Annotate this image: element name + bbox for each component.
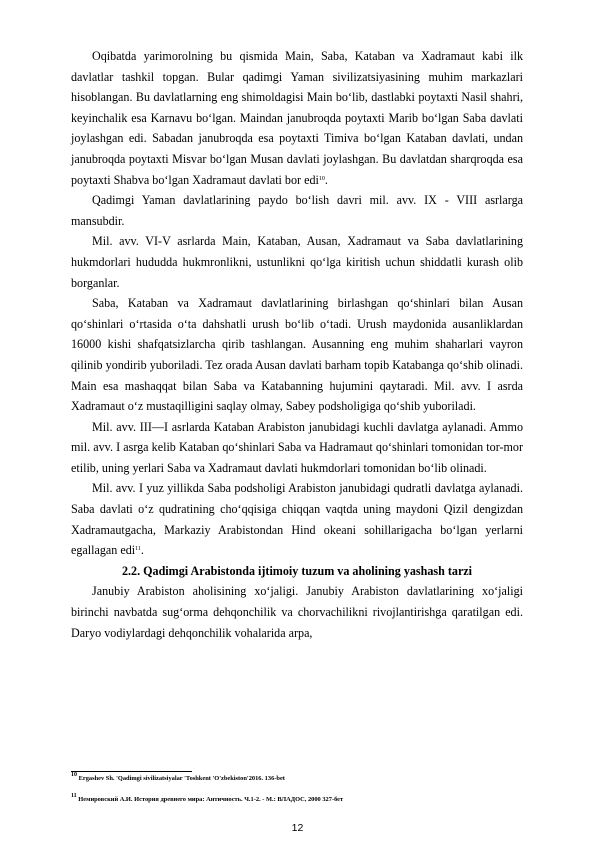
footnote-ref-10[interactable]: 10 — [318, 175, 325, 182]
paragraph-1-text: Oqibatda yarimorolning bu qismida Main, Saba, Kataban va Xadramaut kabi ilk davlatlar tashkil topgan. Bular qadimgi Yaman sivilizatsiyasining muhim markazlari hisoblangan. Bu davlatlarning eng shimoldagisi Main bo‘lib, dastlabki poytaxti Nasil shahri, keyinchalik esa Karnavu bo‘lgan. Maindan janubroqda poytaxti Marib bo‘lgan Saba davlati joylashgan edi. Sabadan janubroqda esa poytaxti Timiva bo‘lgan Kataban davlati, undan janubroqda poytaxti Misvar bo‘lgan Musan davlati joylashgan. Bu davlatdan sharqroqda esa poytaxti Shabva bo‘lgan Xadramaut davlati bor edi — [71, 49, 523, 187]
paragraph-1 — [71, 46, 523, 190]
footnote-11 — [71, 793, 523, 804]
paragraph-6 — [71, 478, 523, 560]
page-number: 12 — [291, 822, 304, 834]
paragraph-6-text: Mil. avv. I yuz yillikda Saba podsholigi Arabiston janubidagi qudratli davlatga aylanadi. Saba davlati o‘z qudratining cho‘qqisiga chiqqan vaqtda uning maydoni Qizil dengizdan Xadramautgacha, Markaziy Arabistondan Hind okeani sohillarigacha bo‘lgan yerlarni egallagan edi — [71, 481, 523, 558]
paragraph-3: Mil. avv. VI-V asrlarda Main, Kataban, Ausan, Xadramaut va Saba davlatlarining hukmdorlari hududda hukmronlikni, ustunlikni qo‘lga kiritish uchun shiddatli kurash olib borganlar. — [71, 234, 523, 290]
paragraph-6-end: . — [140, 543, 144, 558]
footnote-number: 10 — [71, 772, 77, 778]
footnote-number: 11 — [71, 793, 77, 799]
footnote-text: Ergashev Sh. 'Qadimgi sivilizatsiyalar 'Toshkent 'O'zbekiston'2016. 136-bet — [78, 775, 285, 782]
paragraph-1-end: . — [324, 172, 328, 187]
paragraph-2: Qadimgi Yaman davlatlarining paydo bo‘lish davri mil. avv. IX - VIII asrlarga mansubdir. — [71, 193, 523, 228]
body-text — [71, 46, 523, 643]
paragraph-5: Mil. avv. III—I asrlarda Kataban Arabiston janubidagi kuchli davlatga aylanadi. Ammo mil. avv. I asrga kelib Kataban qo‘shinlari Saba va Hadramaut qo‘shinlari tomonidan tor-mor etilib, uning yerlari Saba va Xadramaut davlati hukmdorlari tomonidan bo‘lib olinadi. — [71, 419, 523, 475]
section-heading: 2.2. Qadimgi Arabistonda ijtimoiy tuzum va aholining yashash tarzi — [121, 563, 473, 578]
footnote-ref-11[interactable]: 11 — [135, 546, 141, 553]
footnote-text: Немировский А.И. История древнего мира: Античность. Ч.1-2. - М.: ВЛАДОС, 2000 327-бет — [78, 796, 344, 803]
footnote-separator — [71, 771, 192, 772]
paragraph-4: Saba, Kataban va Xadramaut davlatlarining birlashgan qo‘shinlari bilan Ausan qo‘shinlari o‘rtasida o‘ta dahshatli urush bo‘lib o‘tadi. Urush maydonida ausanliklardan 16000 kishi shafqatsizlarcha qirib tashlangan. Ausanning eng muhim shaharlari vayron qilinib yondirib yuboriladi. Tez orada Ausan davlati barham topib Katabanga qo‘shib olinadi. Main esa mashaqqat bilan Saba va Katabanning hujumini qaytaradi. Mil. avv. I asrda Xadramaut o‘z mustaqilligini saqlay olmay, Sabey podsholigiga qo‘shib yuboriladi. — [71, 296, 523, 414]
paragraph-7: Janubiy Arabiston aholisining xo‘jaligi. Janubiy Arabiston davlatlarining xo‘jaligi birinchi navbatda sug‘orma dehqonchilik va chorvachilikni rivojlantirishga qaratilgan edi. Daryo vodiylardagi dehqonchilik vohalarida arpa, — [71, 584, 523, 640]
footnote-10 — [71, 772, 523, 783]
